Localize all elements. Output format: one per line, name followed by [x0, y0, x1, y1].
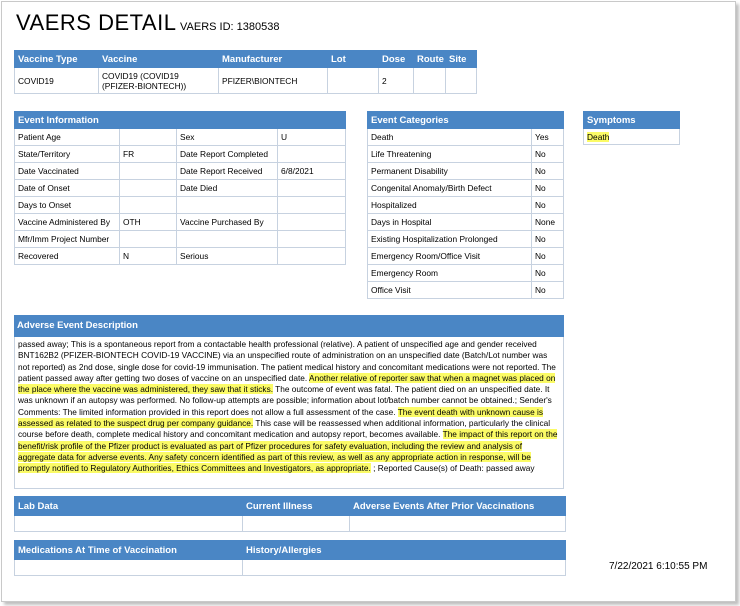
category-label: Life Threatening: [368, 146, 532, 163]
table-row: [368, 265, 564, 282]
description-highlight: Another relative of reporter saw that when a magnet was placed on the place where the vaccine was administered, they saw that it sticks.: [18, 372, 556, 395]
history-allergies-cell: [243, 560, 566, 576]
adverse-event-header: Adverse Event Description: [14, 315, 564, 337]
lab-data-table: [14, 496, 566, 532]
col-dose: Dose: [379, 51, 414, 68]
value-cell: [278, 197, 346, 214]
value-cell: [278, 214, 346, 231]
dose-cell: 2: [379, 68, 414, 94]
label-cell: Mfr/Imm Project Number: [15, 231, 120, 248]
medications-table: [14, 540, 566, 576]
table-row: [368, 282, 564, 299]
value-cell: [278, 231, 346, 248]
category-label: Congenital Anomaly/Birth Defect: [368, 180, 532, 197]
medications-header: Medications At Time of Vaccination: [15, 541, 243, 560]
description-highlight: The impact of this report on the benefit/risk profile of the Pfizer product is evaluated as part of Pfizer procedures for safety evaluation, including the review and analysis of aggregate data for adverse events. Any safety concern identified as part of this review, as well as any appropriate action in response, will be promptly notified to Regulatory Authorities, Ethics Committees and Investigators, as appropriate.: [18, 429, 558, 474]
label-cell: Date Report Received: [177, 163, 278, 180]
value-cell: FR: [120, 146, 177, 163]
value-cell: [120, 197, 177, 214]
table-row: [368, 129, 564, 146]
table-row: [368, 231, 564, 248]
description-text: ; Reported Cause(s) of Death: passed away: [370, 463, 535, 474]
table-row: [15, 248, 346, 265]
value-cell: [120, 231, 177, 248]
category-value: No: [532, 163, 564, 180]
table-row: [15, 146, 346, 163]
label-cell: Date of Onset: [15, 180, 120, 197]
label-cell: Date Vaccinated: [15, 163, 120, 180]
symptoms-table: [583, 111, 680, 145]
table-row: [15, 516, 566, 532]
table-row: [368, 163, 564, 180]
value-cell: [120, 163, 177, 180]
col-vaccine-type: Vaccine Type: [15, 51, 99, 68]
route-cell: [414, 68, 446, 94]
value-cell: [278, 146, 346, 163]
category-value: No: [532, 248, 564, 265]
category-label: Emergency Room: [368, 265, 532, 282]
value-cell: [278, 248, 346, 265]
table-row: [15, 129, 346, 146]
category-value: None: [532, 214, 564, 231]
label-cell: Days to Onset: [15, 197, 120, 214]
label-cell: Vaccine Purchased By: [177, 214, 278, 231]
value-cell: [278, 180, 346, 197]
table-row: [368, 248, 564, 265]
manufacturer-cell: PFIZER\BIONTECH: [219, 68, 328, 94]
label-cell: Vaccine Administered By: [15, 214, 120, 231]
category-label: Office Visit: [368, 282, 532, 299]
value-cell: 6/8/2021: [278, 163, 346, 180]
category-label: Death: [368, 129, 532, 146]
category-value: No: [532, 282, 564, 299]
label-cell: [177, 231, 278, 248]
vaccine-table-header: [15, 51, 477, 68]
category-label: Days in Hospital: [368, 214, 532, 231]
symptom-text: Death: [587, 131, 610, 142]
table-row: [368, 214, 564, 231]
prior-vaccinations-cell: [350, 516, 566, 532]
table-row: [15, 560, 566, 576]
col-vaccine: Vaccine: [99, 51, 219, 68]
value-cell: [120, 180, 177, 197]
value-cell: U: [278, 129, 346, 146]
table-row: [15, 68, 477, 94]
page-title: VAERS DETAIL: [16, 10, 177, 35]
category-value: No: [532, 197, 564, 214]
table-row: [15, 214, 346, 231]
col-route: Route: [414, 51, 446, 68]
category-label: Existing Hospitalization Prolonged: [368, 231, 532, 248]
table-row: [15, 163, 346, 180]
table-row: [15, 180, 346, 197]
label-cell: Patient Age: [15, 129, 120, 146]
category-value: No: [532, 265, 564, 282]
report-timestamp: 7/22/2021 6:10:55 PM: [609, 561, 708, 572]
event-information-header: Event Information: [15, 112, 346, 129]
category-label: Permanent Disability: [368, 163, 532, 180]
label-cell: Date Died: [177, 180, 278, 197]
col-site: Site: [446, 51, 477, 68]
table-row: [584, 129, 680, 145]
description-highlight: The event death with unknown cause is assessed as related to the suspect drug per company guidance.: [18, 406, 543, 429]
col-lot: Lot: [328, 51, 379, 68]
symptom-item: [584, 129, 680, 145]
category-label: Hospitalized: [368, 197, 532, 214]
lot-cell: [328, 68, 379, 94]
table-row: [368, 180, 564, 197]
table-row: [15, 231, 346, 248]
table-row: [368, 146, 564, 163]
event-categories-table: [367, 111, 564, 299]
description-text: This case will be reassessed when additional information, particularly the clinical course before death, complete medical history and concomitant medication and autopsy report, becomes available.: [18, 418, 551, 440]
adverse-event-description: [14, 337, 564, 489]
category-label: Emergency Room/Office Visit: [368, 248, 532, 265]
description-text: The outcome of event was fatal. The patient died on an unspecified date. It was unknown if an autopsy was performed. No follow-up attempts are possible; information about lot/batch number cannot be obtained.; Sender's Comments: The limited information provided in this report does not allow a full assessment of the case.: [18, 384, 552, 417]
label-cell: [177, 197, 278, 214]
current-illness-header: Current Illness: [243, 497, 350, 516]
label-cell: Sex: [177, 129, 278, 146]
prior-vaccinations-header: Adverse Events After Prior Vaccinations: [350, 497, 566, 516]
description-text: passed away; This is a spontaneous report from a contactable health professional (relative). A patient of unspecified age and gender received BNT162B2 (PFIZER-BIONTECH COVID-19 VACCINE) via an unspecified route of administration on an unspecified date (Batch/Lot number was not reported) as 2nd dose, single dose for covid-19 immunisation. The patient medical history and concomitant medications were not reported. The patient passed away after getting two doses of vaccine on an unspecified date.: [18, 339, 556, 383]
symptoms-header: Symptoms: [584, 112, 680, 129]
value-cell: N: [120, 248, 177, 265]
event-information-table: [14, 111, 346, 265]
label-cell: Date Report Completed: [177, 146, 278, 163]
col-manufacturer: Manufacturer: [219, 51, 328, 68]
category-value: No: [532, 146, 564, 163]
vaccine-cell: COVID19 (COVID19 (PFIZER-BIONTECH)): [99, 68, 219, 94]
value-cell: OTH: [120, 214, 177, 231]
label-cell: Serious: [177, 248, 278, 265]
history-allergies-header: History/Allergies: [243, 541, 566, 560]
event-categories-header: Event Categories: [368, 112, 564, 129]
medications-cell: [15, 560, 243, 576]
table-row: [15, 197, 346, 214]
category-value: No: [532, 231, 564, 248]
lab-data-cell: [15, 516, 243, 532]
site-cell: [446, 68, 477, 94]
vaers-id: VAERS ID: 1380538: [180, 21, 280, 33]
label-cell: Recovered: [15, 248, 120, 265]
lab-data-header: Lab Data: [15, 497, 243, 516]
table-row: [368, 197, 564, 214]
vaccine-table: [14, 50, 477, 94]
current-illness-cell: [243, 516, 350, 532]
vaccine-type-cell: COVID19: [15, 68, 99, 94]
category-value: Yes: [532, 129, 564, 146]
category-value: No: [532, 180, 564, 197]
value-cell: [120, 129, 177, 146]
label-cell: State/Territory: [15, 146, 120, 163]
